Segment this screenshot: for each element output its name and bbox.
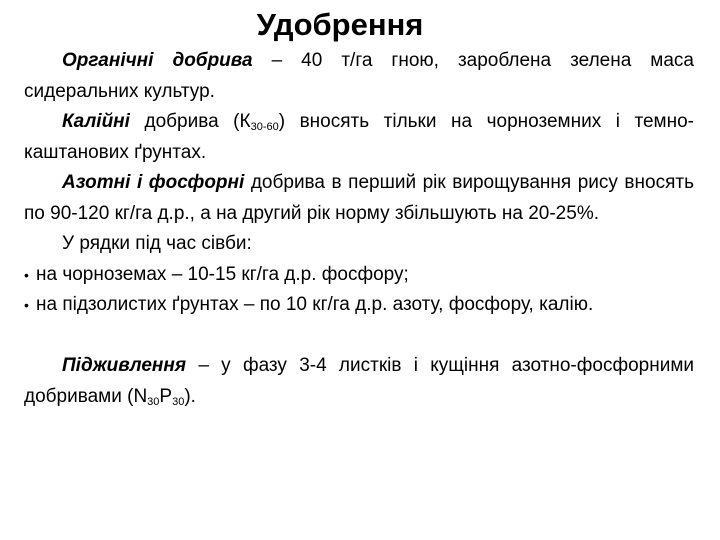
paragraph-top-dressing-text-c: ).: [184, 385, 196, 407]
slide-body: [24, 46, 694, 412]
term-potassium: Калійні: [62, 111, 130, 132]
term-top-dressing: Підживлення: [62, 355, 187, 376]
paragraph-nitrogen-phosphorus: [24, 168, 694, 229]
subscript-potassium: 30-60: [250, 121, 279, 133]
paragraph-top-dressing-text-a: – у фазу 3-4 листків і кущіння азотно-фосфорними добривами (N: [24, 355, 694, 407]
bullet-item: [24, 290, 694, 321]
paragraph-nitrogen-phosphorus-text: добрива в перший рік вирощування рису вносять по 90-120 кг/га д.р., а на другий рік норму збільшують на 20-25%.: [24, 172, 694, 224]
bullet-text: на підзолистих ґрунтах – по 10 кг/га д.р. азоту, фосфору, калію.: [36, 294, 594, 315]
bullet-item: [24, 260, 694, 291]
bullet-text: на чорноземах – 10-15 кг/га д.р. фосфору;: [36, 263, 409, 285]
paragraph-potassium-text-b: ) вносять тільки на чорноземних і темно-каштанових ґрунтах.: [24, 111, 694, 163]
paragraph-top-dressing: [24, 351, 694, 412]
term-organic: Органічні добрива: [62, 50, 253, 71]
paragraph-organic-text: – 40 т/га гною, зароблена зелена маса сидеральних культур.: [24, 50, 695, 102]
paragraph-top-dressing-text-b: P: [159, 385, 173, 407]
paragraph-rows: У рядки під час сівби:: [62, 233, 252, 254]
subscript-phosphorus: 30: [172, 395, 185, 408]
paragraph-potassium-text-a: добрива (К: [129, 111, 251, 132]
spacer: [24, 321, 694, 352]
slide-title: Удобрення: [256, 7, 424, 42]
paragraph-organic: [24, 46, 694, 107]
paragraph-potassium: [24, 107, 694, 168]
bullet-icon: •: [24, 297, 29, 313]
subscript-nitrogen: 30: [147, 395, 160, 408]
term-nitrogen-phosphorus: Азотні і фосфорні: [62, 172, 245, 193]
bullet-icon: •: [24, 266, 29, 283]
